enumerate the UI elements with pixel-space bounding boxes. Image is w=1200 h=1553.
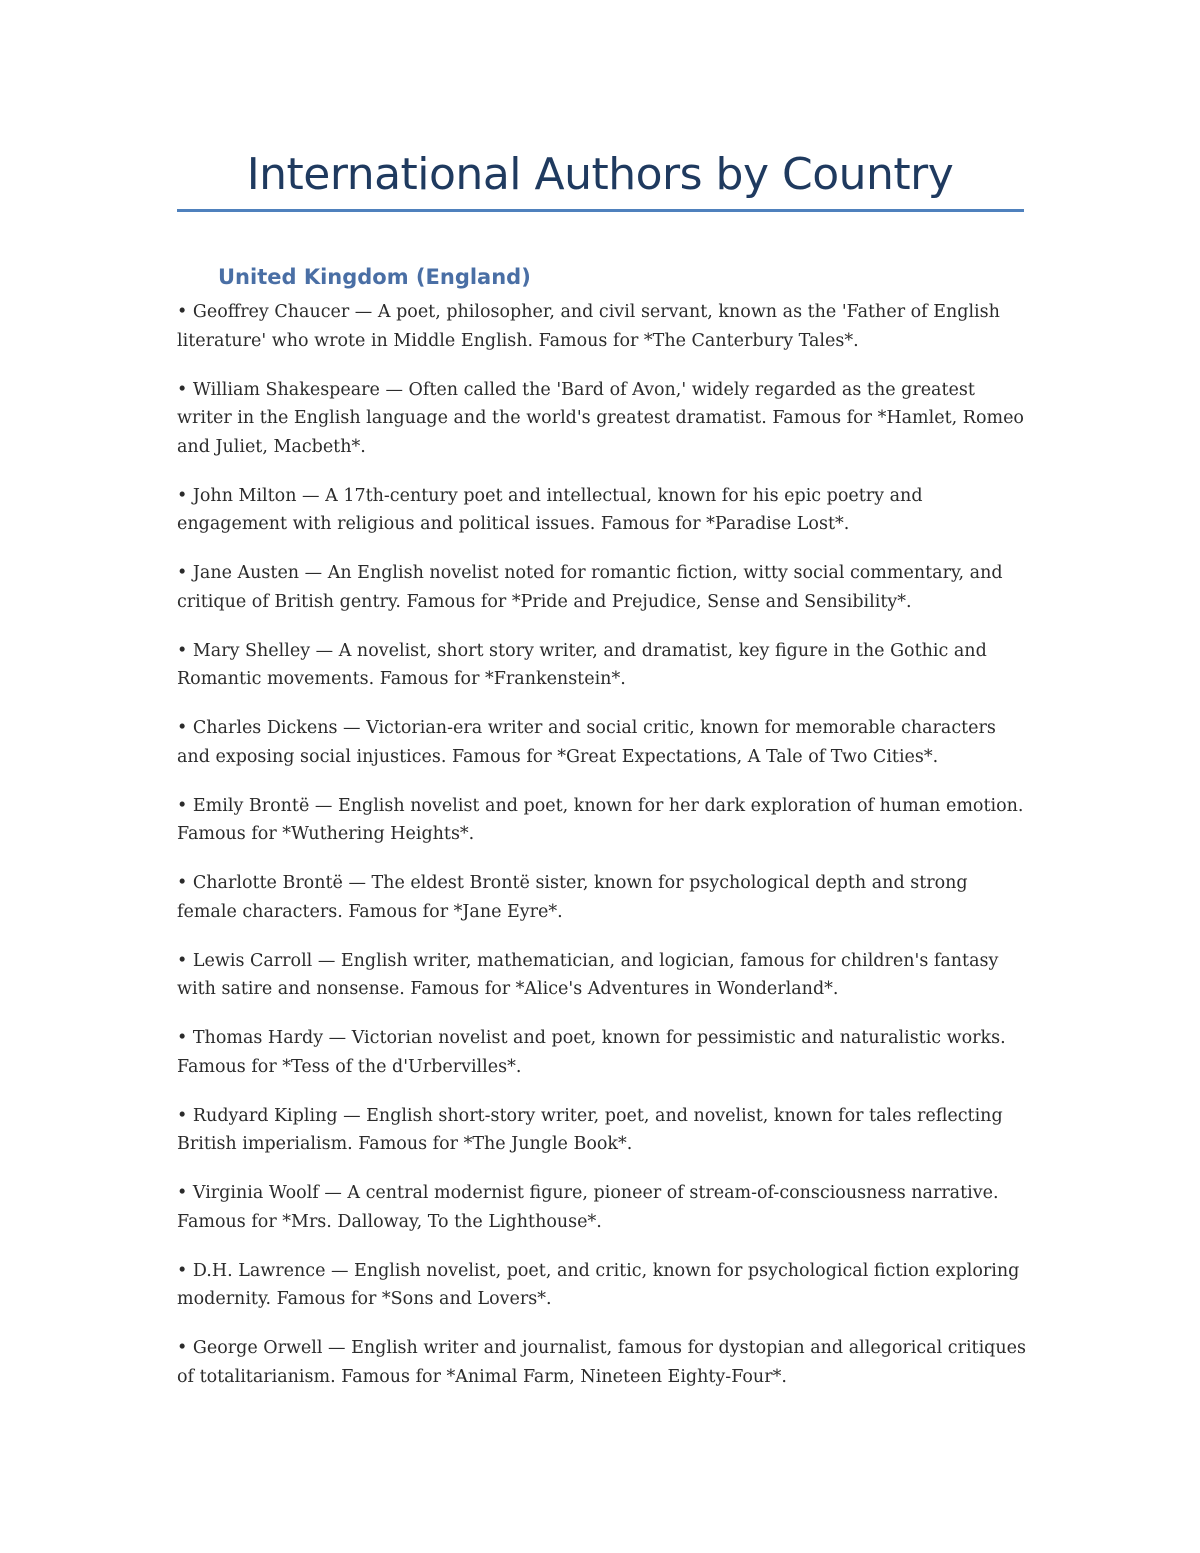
author-entry-woolf: • Virginia Woolf — A central modernist figure, pioneer of stream-of-consciousness narrative. Famous for *Mrs. Dalloway, To the Lighthouse*. bbox=[177, 1183, 999, 1232]
author-entry-chaucer: • Geoffrey Chaucer — A poet, philosopher, and civil servant, known as the 'Father of English literature' who wrote in Middle English. Famous for *The Canterbury Tales*. bbox=[177, 302, 1000, 351]
author-entry-austen: • Jane Austen — An English novelist noted for romantic fiction, witty social commentary, and critique of British gentry. Famous for *Pride and Prejudice, Sense and Sensibility*. bbox=[177, 563, 1003, 612]
author-entry-shelley: • Mary Shelley — A novelist, short story writer, and dramatist, key figure in the Gothic and Romantic movements. Famous for *Frankenstein*. bbox=[177, 640, 987, 689]
author-entry-hardy: • Thomas Hardy — Victorian novelist and poet, known for pessimistic and naturalistic works. Famous for *Tess of the d'Urbervilles*. bbox=[177, 1028, 1006, 1077]
author-entry-lawrence: • D.H. Lawrence — English novelist, poet, and critic, known for psychological fiction exploring modernity. Famous for *Sons and Lovers*. bbox=[177, 1260, 1020, 1309]
author-entry-carroll: • Lewis Carroll — English writer, mathematician, and logician, famous for children's fantasy with satire and nonsense. Famous for *Alice's Adventures in Wonderland*. bbox=[177, 950, 999, 999]
author-entry-charlotte-bronte: • Charlotte Brontë — The eldest Brontë sister, known for psychological depth and strong female characters. Famous for *Jane Eyre*. bbox=[177, 873, 968, 922]
author-entry-kipling: • Rudyard Kipling — English short-story writer, poet, and novelist, known for tales reflecting British imperialism. Famous for *The Jungle Book*. bbox=[177, 1105, 1003, 1154]
author-list bbox=[177, 298, 1027, 1412]
author-entry-orwell: • George Orwell — English writer and journalist, famous for dystopian and allegorical critiques of totalitarianism. Famous for *Animal Farm, Nineteen Eighty-Four*. bbox=[177, 1338, 1026, 1387]
author-entry-dickens: • Charles Dickens — Victorian-era writer and social critic, known for memorable characters and exposing social injustices. Famous for *Great Expectations, A Tale of Two Cities*. bbox=[177, 718, 996, 767]
author-entry-shakespeare: • William Shakespeare — Often called the 'Bard of Avon,' widely regarded as the greatest writer in the English language and the world's greatest dramatist. Famous for *Hamlet, Romeo and Juliet, Macbeth*. bbox=[177, 379, 1024, 457]
author-entry-milton: • John Milton — A 17th-century poet and intellectual, known for his epic poetry and engagement with religious and political issues. Famous for *Paradise Lost*. bbox=[177, 485, 923, 534]
page-title: International Authors by Country bbox=[246, 149, 954, 200]
title-underline bbox=[177, 209, 1024, 212]
section-heading: United Kingdom (England) bbox=[218, 265, 531, 289]
author-entry-emily-bronte: • Emily Brontë — English novelist and poet, known for her dark exploration of human emotion. Famous for *Wuthering Heights*. bbox=[177, 795, 1024, 844]
